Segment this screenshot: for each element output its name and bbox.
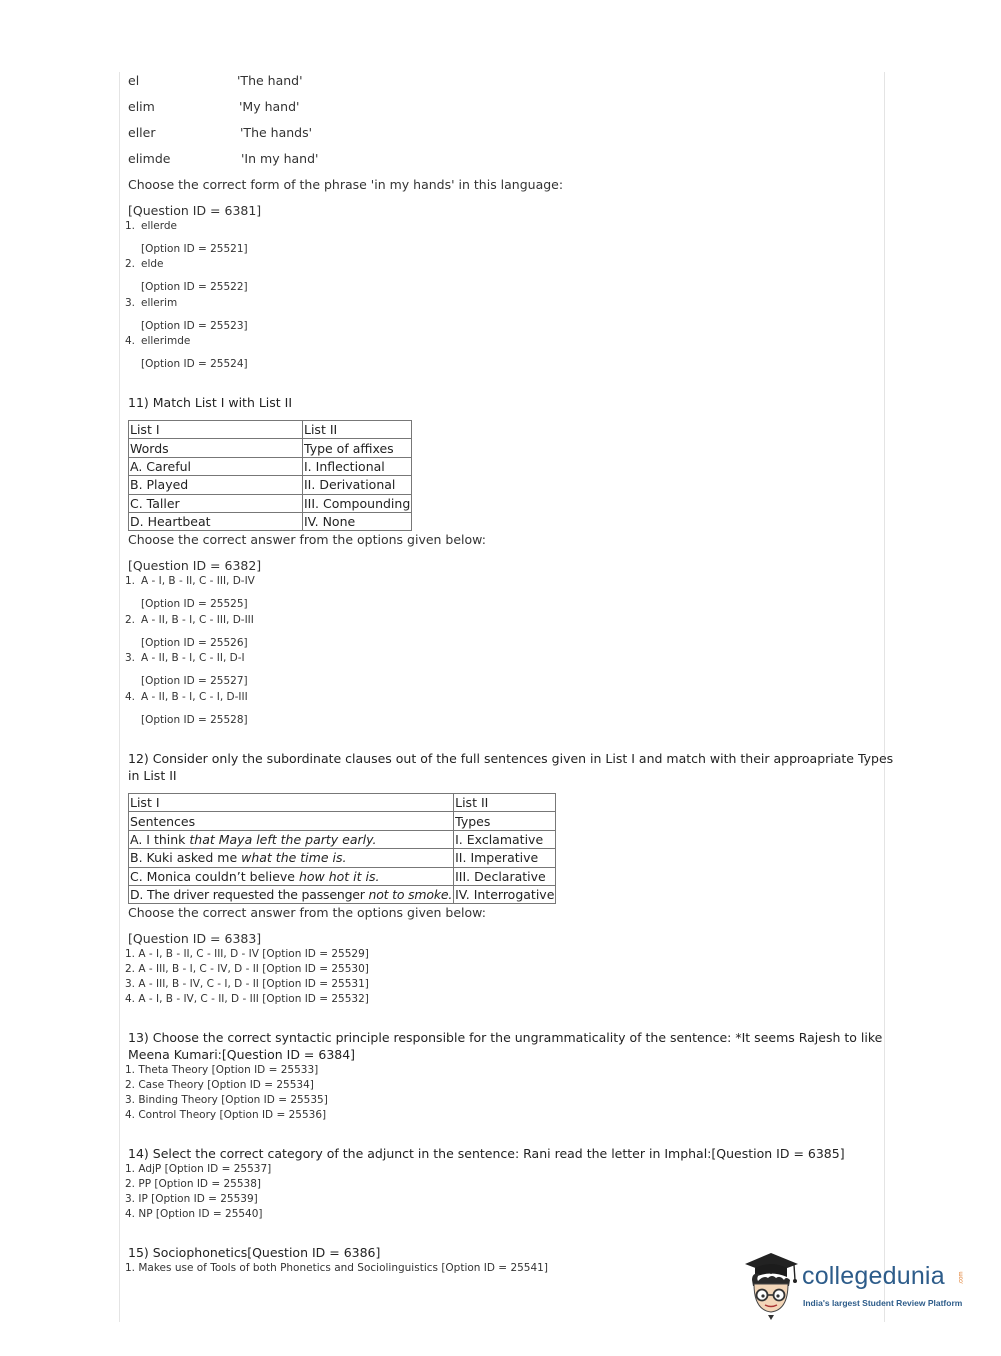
table-cell: List I	[129, 421, 303, 439]
left-border	[119, 72, 120, 1322]
brand-dotcom: .com	[958, 1271, 965, 1285]
table-cell: C. Monica couldn’t believe how hot it is.	[129, 867, 454, 885]
table-row	[129, 494, 412, 512]
option-item[interactable]: 3. IP [Option ID = 25539]	[125, 1193, 258, 1205]
option-id: [Option ID = 25526]	[141, 637, 248, 649]
table-cell: B. Kuki asked me what the time is.	[129, 849, 454, 867]
brand-name: collegedunia	[802, 1262, 945, 1290]
question-title: 13) Choose the correct syntactic principle responsible for the ungrammaticality of the sentence: *It seems Rajesh to like	[128, 1030, 883, 1045]
table-cell: I. Inflectional	[303, 457, 412, 475]
gloss-word: elim	[128, 99, 155, 114]
question-id: [Question ID = 6382]	[128, 558, 262, 573]
table-cell: List II	[454, 794, 556, 812]
option-item[interactable]: 4. A - I, B - IV, C - II, D - III [Option ID = 25532]	[125, 993, 369, 1005]
option-id: [Option ID = 25525]	[141, 598, 248, 610]
gloss-meaning: 'The hand'	[237, 73, 303, 88]
table-cell: II. Imperative	[454, 849, 556, 867]
table-cell: B. Played	[129, 476, 303, 494]
table-cell: Words	[129, 439, 303, 457]
gloss-meaning: 'My hand'	[239, 99, 300, 114]
question-id: [Question ID = 6381]	[128, 203, 262, 218]
table-row	[129, 812, 556, 830]
option-item[interactable]: 4. NP [Option ID = 25540]	[125, 1208, 263, 1220]
table-row	[129, 867, 556, 885]
table-row	[129, 421, 412, 439]
option-id: [Option ID = 25524]	[141, 358, 248, 370]
option-item[interactable]: 3. Binding Theory [Option ID = 25535]	[125, 1094, 328, 1106]
question-prompt: Choose the correct answer from the options given below:	[128, 905, 486, 920]
table-cell: III. Declarative	[454, 867, 556, 885]
question-title-cont: Meena Kumari:[Question ID = 6384]	[128, 1047, 356, 1062]
table-cell: List I	[129, 794, 454, 812]
question-id: [Question ID = 6383]	[128, 931, 262, 946]
option-item[interactable]: 1. Makes use of Tools of both Phonetics and Sociolinguistics [Option ID = 25541]	[125, 1262, 548, 1274]
mascot-icon	[742, 1250, 800, 1320]
table-cell: IV. None	[303, 512, 412, 530]
gloss-word: elimde	[128, 151, 171, 166]
option-id: [Option ID = 25521]	[141, 243, 248, 255]
option-number: 2.	[125, 614, 136, 626]
table-cell: A. Careful	[129, 457, 303, 475]
option-text[interactable]: ellerde	[141, 220, 178, 232]
right-border	[884, 72, 885, 1322]
table-cell: III. Compounding	[304, 495, 411, 511]
option-id: [Option ID = 25522]	[141, 281, 248, 293]
table-row	[129, 830, 556, 848]
option-number: 4.	[125, 335, 136, 347]
question-title: 14) Select the correct category of the adjunct in the sentence: Rani read the letter in Imphal:[Question ID = 6385]	[128, 1146, 845, 1161]
option-number: 1.	[125, 220, 136, 232]
table-row	[129, 849, 556, 867]
option-text[interactable]: A - II, B - I, C - III, D-III	[141, 614, 254, 626]
option-item[interactable]: 3. A - III, B - IV, C - I, D - II [Option ID = 25531]	[125, 978, 369, 990]
option-id: [Option ID = 25527]	[141, 675, 248, 687]
brand-tagline: India's largest Student Review Platform	[803, 1298, 963, 1308]
option-item[interactable]: 2. A - III, B - I, C - IV, D - II [Option ID = 25530]	[125, 963, 369, 975]
table-cell: C. Taller	[129, 494, 303, 512]
table-cell: Types	[454, 812, 556, 830]
question-prompt: Choose the correct answer from the options given below:	[128, 532, 486, 547]
option-number: 3.	[125, 652, 136, 664]
option-text[interactable]: ellerim	[141, 297, 178, 309]
option-item[interactable]: 2. PP [Option ID = 25538]	[125, 1178, 261, 1190]
table-row	[129, 457, 412, 475]
option-number: 4.	[125, 691, 136, 703]
option-text[interactable]: ellerimde	[141, 335, 191, 347]
gloss-word: el	[128, 73, 140, 88]
table-row	[129, 439, 412, 457]
table-cell: I. Exclamative	[454, 830, 556, 848]
option-number: 2.	[125, 258, 136, 270]
table-cell: Type of affixes	[303, 439, 412, 457]
table-row	[129, 476, 412, 494]
option-number: 3.	[125, 297, 136, 309]
question-title: 12) Consider only the subordinate clauses out of the full sentences given in List I and match with their approapriate Types	[128, 751, 894, 766]
question-title: 11) Match List I with List II	[128, 395, 293, 410]
option-id: [Option ID = 25523]	[141, 320, 248, 332]
option-item[interactable]: 1. A - I, B - II, C - III, D - IV [Option ID = 25529]	[125, 948, 369, 960]
gloss-word: eller	[128, 125, 156, 140]
gloss-meaning: 'In my hand'	[241, 151, 319, 166]
gloss-meaning: 'The hands'	[240, 125, 313, 140]
table-cell: D. Heartbeat	[129, 512, 303, 530]
option-text[interactable]: A - I, B - II, C - III, D-IV	[141, 575, 255, 587]
option-item[interactable]: 2. Case Theory [Option ID = 25534]	[125, 1079, 314, 1091]
option-text[interactable]: elde	[141, 258, 164, 270]
table-cell: II. Derivational	[303, 476, 412, 494]
match-table	[128, 793, 556, 904]
match-table	[128, 420, 412, 531]
option-item[interactable]: 1. AdjP [Option ID = 25537]	[125, 1163, 272, 1175]
option-id: [Option ID = 25528]	[141, 714, 248, 726]
table-cell: A. I think that Maya left the party early.	[129, 830, 454, 848]
table-row	[129, 885, 556, 903]
table-row	[129, 512, 412, 530]
table-row	[129, 794, 556, 812]
table-cell: D. The driver requested the passenger not to smoke.	[130, 887, 453, 903]
option-number: 1.	[125, 575, 136, 587]
option-text[interactable]: A - II, B - I, C - I, D-III	[141, 691, 248, 703]
question-title-cont: in List II	[128, 768, 177, 783]
table-cell: Sentences	[129, 812, 454, 830]
question-prompt: Choose the correct form of the phrase 'in my hands' in this language:	[128, 177, 564, 192]
table-cell: List II	[303, 421, 412, 439]
table-cell: IV. Interrogative	[455, 887, 555, 903]
option-text[interactable]: A - II, B - I, C - II, D-I	[141, 652, 245, 664]
question-title: 15) Sociophonetics[Question ID = 6386]	[128, 1245, 381, 1260]
option-item[interactable]: 4. Control Theory [Option ID = 25536]	[125, 1109, 327, 1121]
option-item[interactable]: 1. Theta Theory [Option ID = 25533]	[125, 1064, 319, 1076]
